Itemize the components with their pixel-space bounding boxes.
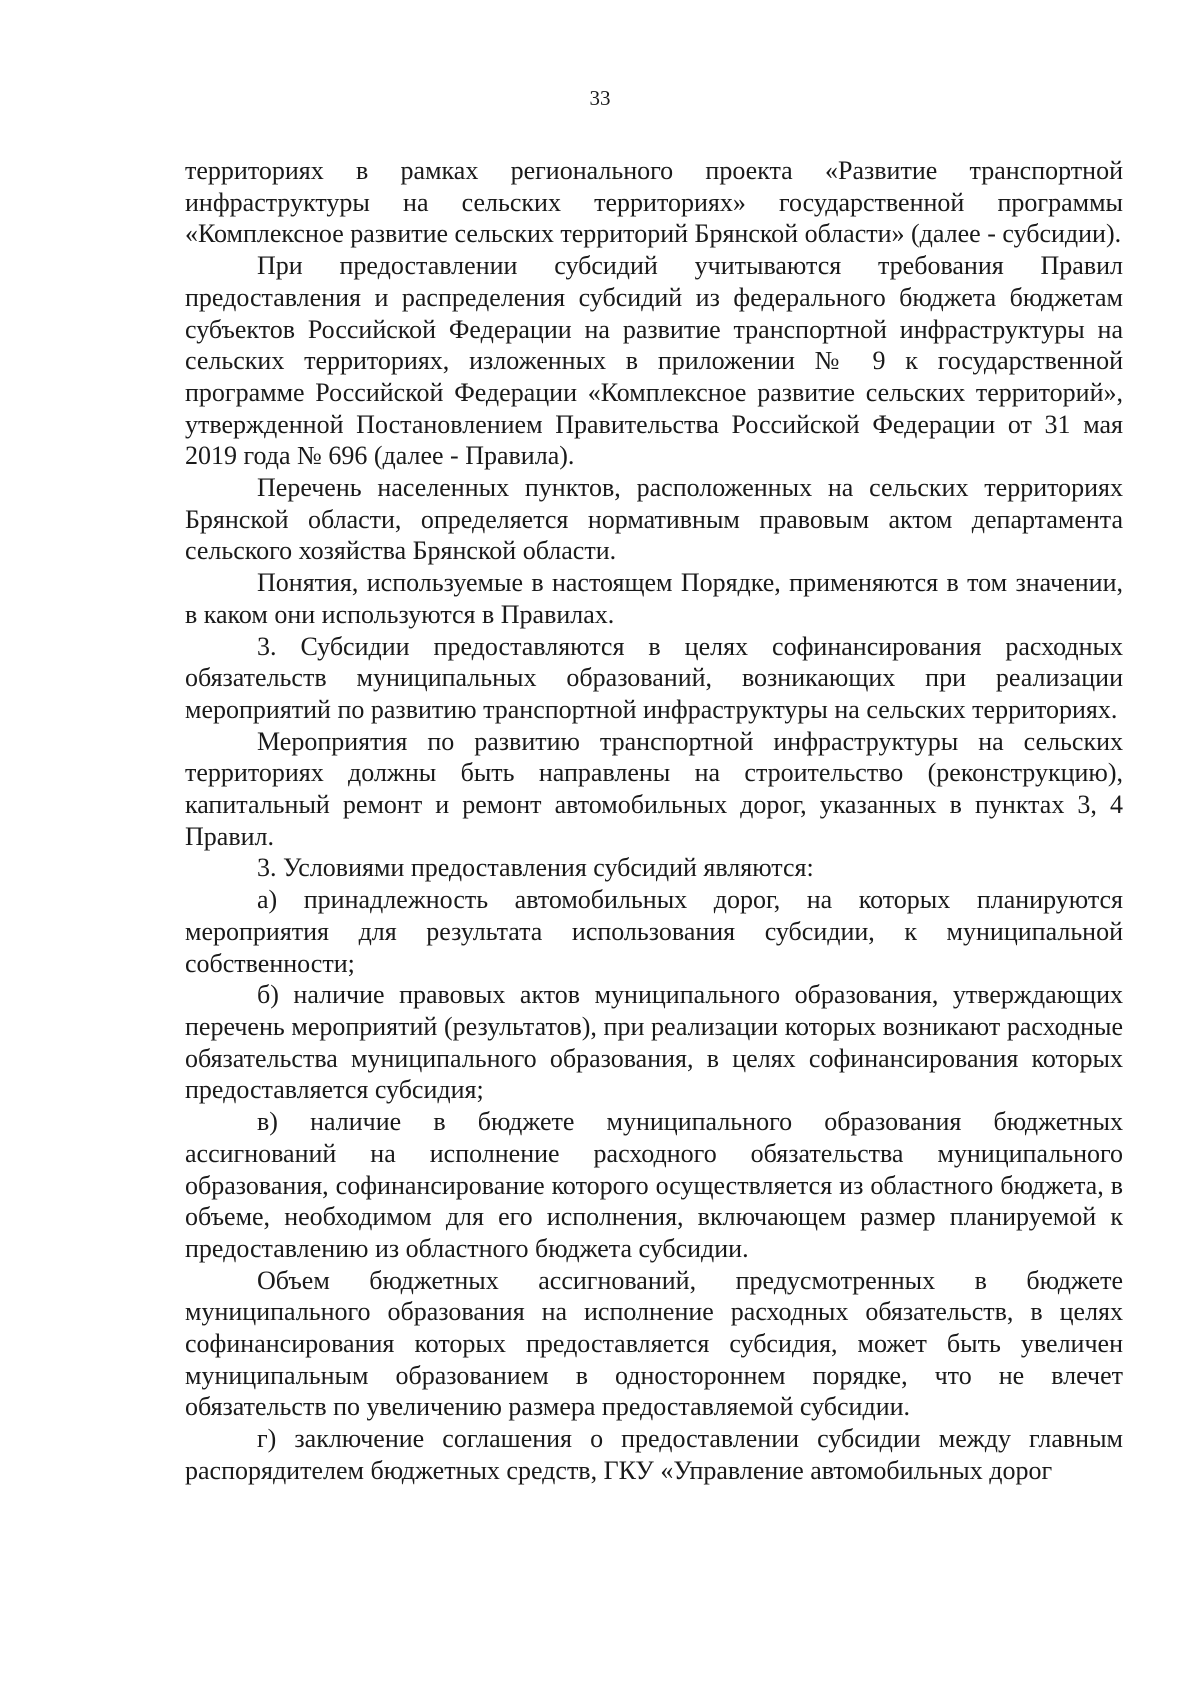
document-body [185, 155, 1123, 1487]
paragraph-7: 3. Условиями предоставления субсидий являются: [257, 853, 814, 883]
paragraph-4: Понятия, используемые в настоящем Порядке, применяются в том значении, в каком они используются в Правилах. [185, 568, 1123, 629]
paragraph-10: в) наличие в бюджете муниципального образования бюджетных ассигнований на исполнение расходного обязательства муниципального образования, софинансирование которого осуществляется из областного бюджета, в объеме, необходимом для его исполнения, включающем размер планируемой к предоставлению из областного бюджета субсидии. [185, 1107, 1123, 1263]
paragraph-2: При предоставлении субсидий учитываются требования Правил предоставления и распределения субсидий из федерального бюджета бюджетам субъектов Российской Федерации на развитие транспортной инфраструктуры на сельских территориях, изложенных в приложении № 9 к государственной программе Российской Федерации «Комплексное развитие сельских территорий», утвержденной Постановлением Правительства Российской Федерации от 31 мая 2019 года № 696 (далее - Правила). [185, 251, 1123, 471]
paragraph-8: а) принадлежность автомобильных дорог, на которых планируются мероприятия для результата использования субсидии, к муниципальной собственности; [185, 885, 1123, 978]
paragraph-1: территориях в рамках регионального проекта «Развитие транспортной инфраструктуры на сельских территориях» государственной программы «Комплексное развитие сельских территорий Брянской области» (далее - субсидии). [185, 156, 1123, 249]
paragraph-11: Объем бюджетных ассигнований, предусмотренных в бюджете муниципального образования на исполнение расходных обязательств, в целях софинансирования которых предоставляется субсидия, может быть увеличен муниципальным образованием в одностороннем порядке, что не влечет обязательств по увеличению размера предоставляемой субсидии. [185, 1265, 1123, 1422]
paragraph-3: Перечень населенных пунктов, расположенных на сельских территориях Брянской области, определяется нормативным правовым актом департамента сельского хозяйства Брянской области. [185, 473, 1123, 566]
paragraph-6: Мероприятия по развитию транспортной инфраструктуры на сельских территориях должны быть направлены на строительство (реконструкцию), капитальный ремонт и ремонт автомобильных дорог, указанных в пунктах 3, 4 Правил. [185, 726, 1123, 851]
paragraph-5: 3. Субсидии предоставляются в целях софинансирования расходных обязательств муниципальных образований, возникающих при реализации мероприятий по развитию транспортной инфраструктуры на сельских территориях. [185, 631, 1123, 724]
paragraph-12: г) заключение соглашения о предоставлении субсидии между главным распорядителем бюджетных средств, ГКУ «Управление автомобильных дорог [185, 1424, 1123, 1485]
paragraph-9: б) наличие правовых актов муниципального образования, утверждающих перечень мероприятий (результатов), при реализации которых возникают расходные обязательства муниципального образования, в целях софинансирования которых предоставляется субсидия; [185, 980, 1123, 1105]
page-number: 33 [589, 86, 611, 110]
